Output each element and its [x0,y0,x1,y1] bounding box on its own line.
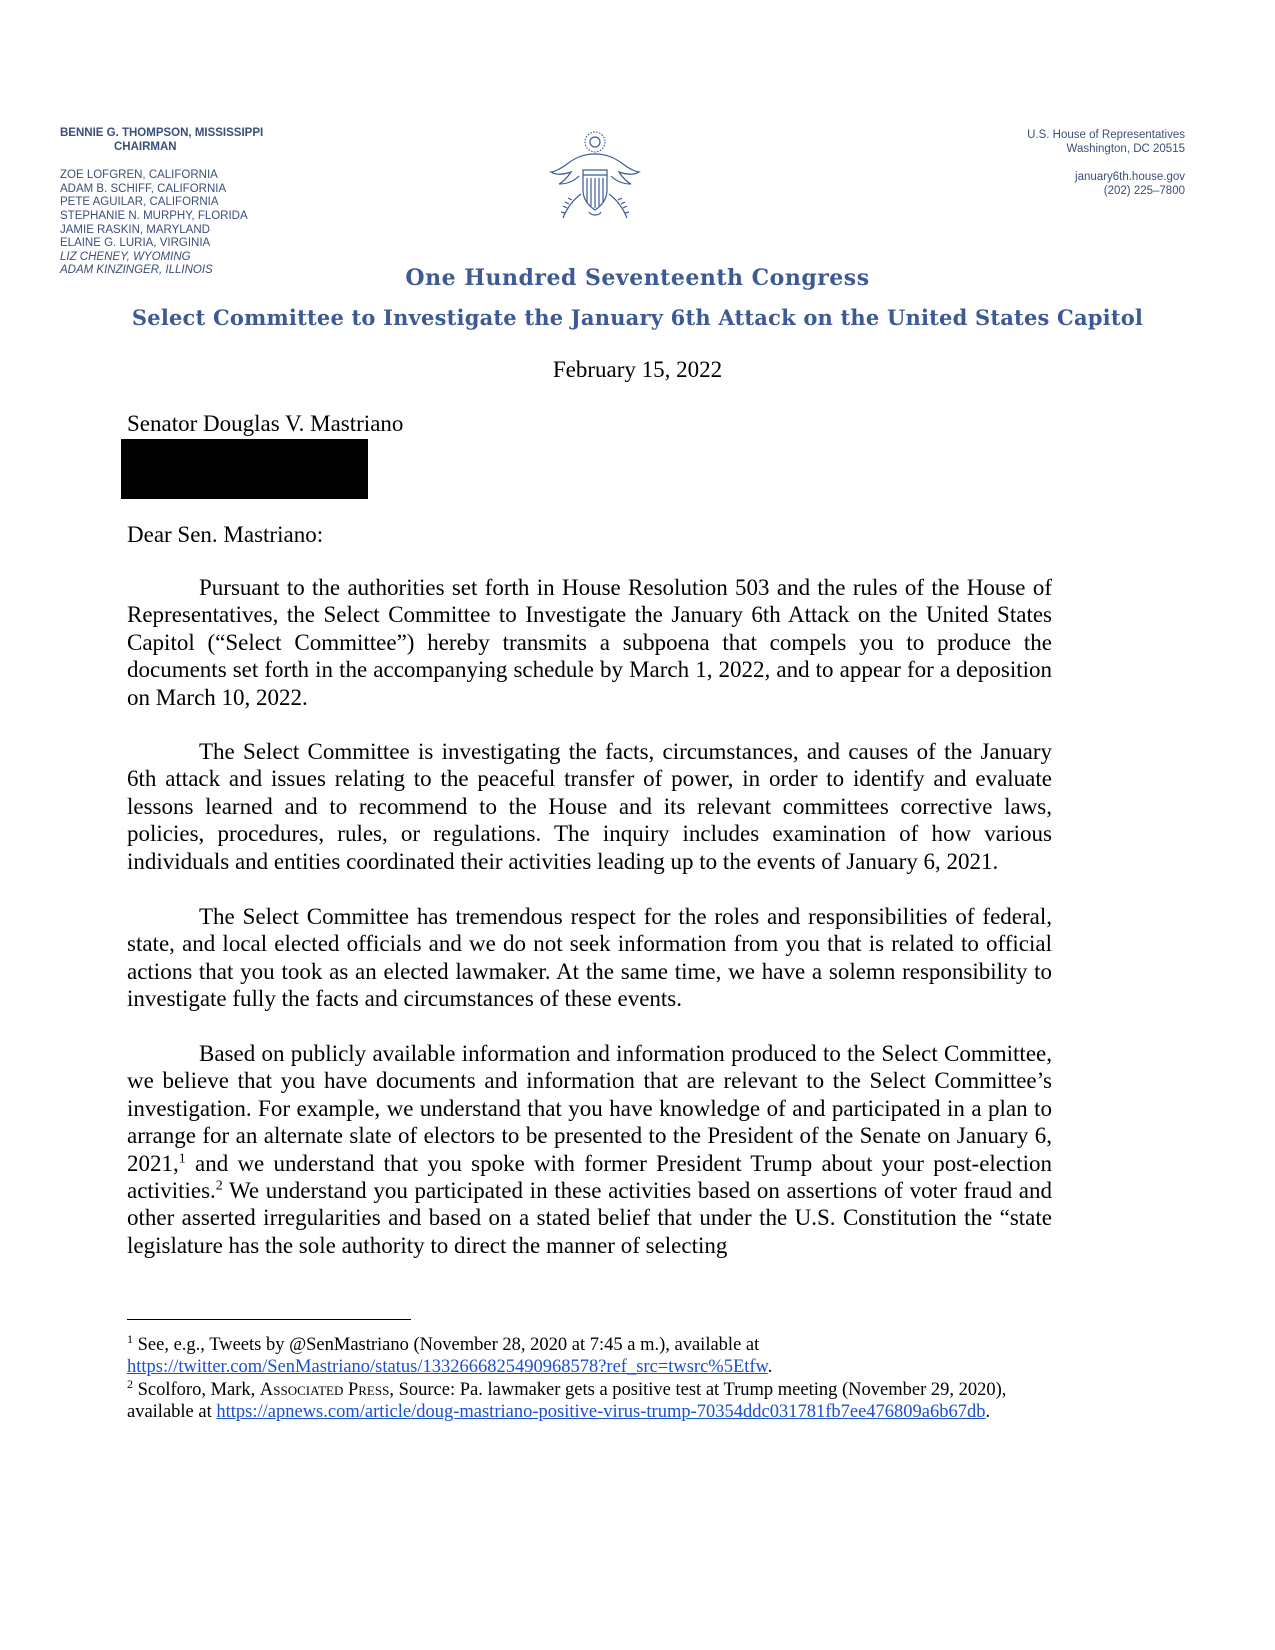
footnote-punctuation: . [985,1402,991,1423]
chairman-name: BENNIE G. THOMPSON, MISSISSIPPI [60,127,264,139]
footnote-link-apnews[interactable]: https://apnews.com/article/doug-mastriano-positive-virus-trump-70354ddc031781fb7ee476809a6b67db [216,1402,986,1423]
office-contact-block [1027,129,1185,198]
footnote-text: Scolforo, Mark, [133,1379,260,1400]
paragraph-basis-text: We understand you participated in these activities based on assertions of voter fraud and other asserted irregularities and based on a stated belief that under the U.S. Constitution the “state legislature has the sole authority to direct the manner of selecting [127,1178,1052,1258]
footnote-text: See, e.g., Tweets by @SenMastriano (November 28, 2020 at 7:45 a m.), available at [133,1335,760,1355]
member-name: ADAM B. SCHIFF, CALIFORNIA [60,182,227,195]
footnote-divider [127,1319,411,1320]
member-name: ADAM KINZINGER, ILLINOIS [60,264,213,277]
paragraph-basis [127,1040,1052,1259]
member-name: LIZ CHENEY, WYOMING [60,250,191,263]
chairman-title: CHAIRMAN [114,140,177,153]
letter-date: February 15, 2022 [552,357,723,382]
member-name: ELAINE G. LURIA, VIRGINIA [60,237,211,250]
footnote-link-twitter[interactable]: https://twitter.com/SenMastriano/status/1332666825490968578?ref_src=twsrc%5Etfw [127,1357,768,1378]
office-name: U.S. House of Representatives [1027,129,1185,141]
member-name: ZOE LOFGREN, CALIFORNIA [60,169,218,182]
footnote-2 [127,1376,1052,1424]
committee-title: Select Committee to Investigate the January 6th Attack on the United States Capitol [131,305,1144,330]
footnote-number: 1 [127,1331,133,1346]
footnote-source: Associated Press [259,1379,390,1400]
paragraph-basis-text: and we understand that you spoke with former President Trump about your post-election activities. [127,1150,1052,1204]
office-address: Washington, DC 20515 [1066,142,1185,155]
congress-title: One Hundred Seventeenth Congress [405,265,870,291]
great-seal-icon [545,128,645,228]
paragraph-investigation: The Select Committee is investigating the facts, circumstances, and causes of the January 6th attack and issues relating to the peaceful transfer of power, in order to identify and evaluate lessons learned and to recommend to the House and its relevant committees corrective laws, policies, procedures, rules, or regulations. The inquiry includes examination of how various individuals and entities coordinated their activities leading up to the events of January 6, 2021. [127,739,1052,874]
member-name: JAMIE RASKIN, MARYLAND [60,223,210,236]
footnotes [127,1331,1052,1424]
footnote-punctuation: . [767,1357,773,1378]
paragraph-subpoena: Pursuant to the authorities set forth in House Resolution 503 and the rules of the House of Representatives, the Select Committee to Investigate the January 6th Attack on the United States Capitol (“Select Committee”) hereby transmits a subpoena that compels you to produce the documents set forth in the accompanying schedule by March 1, 2022, and to appear for a deposition on March 10, 2022. [127,575,1052,710]
member-list [60,169,330,278]
committee-members-block [60,127,330,278]
member-name: PETE AGUILAR, CALIFORNIA [60,196,219,209]
footnote-ref-1[interactable]: 1 [178,1150,186,1166]
committee-phone: (202) 225–7800 [1103,184,1185,197]
footnote-1 [127,1331,1052,1379]
footnote-number: 2 [127,1376,133,1391]
salutation: Dear Sen. Mastriano: [127,522,324,547]
paragraph-basis-text: Based on publicly available information and information produced to the Select Committee, we believe that you have documents and information that are relevant to the Select Committee’s investigation. For example, we understand that you have knowledge of and participated in a plan to arrange for an alternate slate of electors to be presented to the President of the Senate on January 6, 2021, [127,1041,1052,1176]
member-name: STEPHANIE N. MURPHY, FLORIDA [60,209,248,222]
paragraph-respect: The Select Committee has tremendous respect for the roles and responsibilities of federal, state, and local elected officials and we do not seek information from you that is related to official actions that you took as an elected lawmaker. At the same time, we have a solemn responsibility to investigate fully the facts and circumstances of these events. [127,904,1052,1012]
footnote-text: , Source: Pa. lawmaker gets a positive test at Trump meeting (November 29, 2020), available at [127,1379,1007,1423]
addressee: Senator Douglas V. Mastriano [127,411,404,436]
committee-website: january6th.house.gov [1075,171,1185,184]
redacted-address-block [121,439,368,499]
footnote-ref-2[interactable]: 2 [215,1178,223,1194]
